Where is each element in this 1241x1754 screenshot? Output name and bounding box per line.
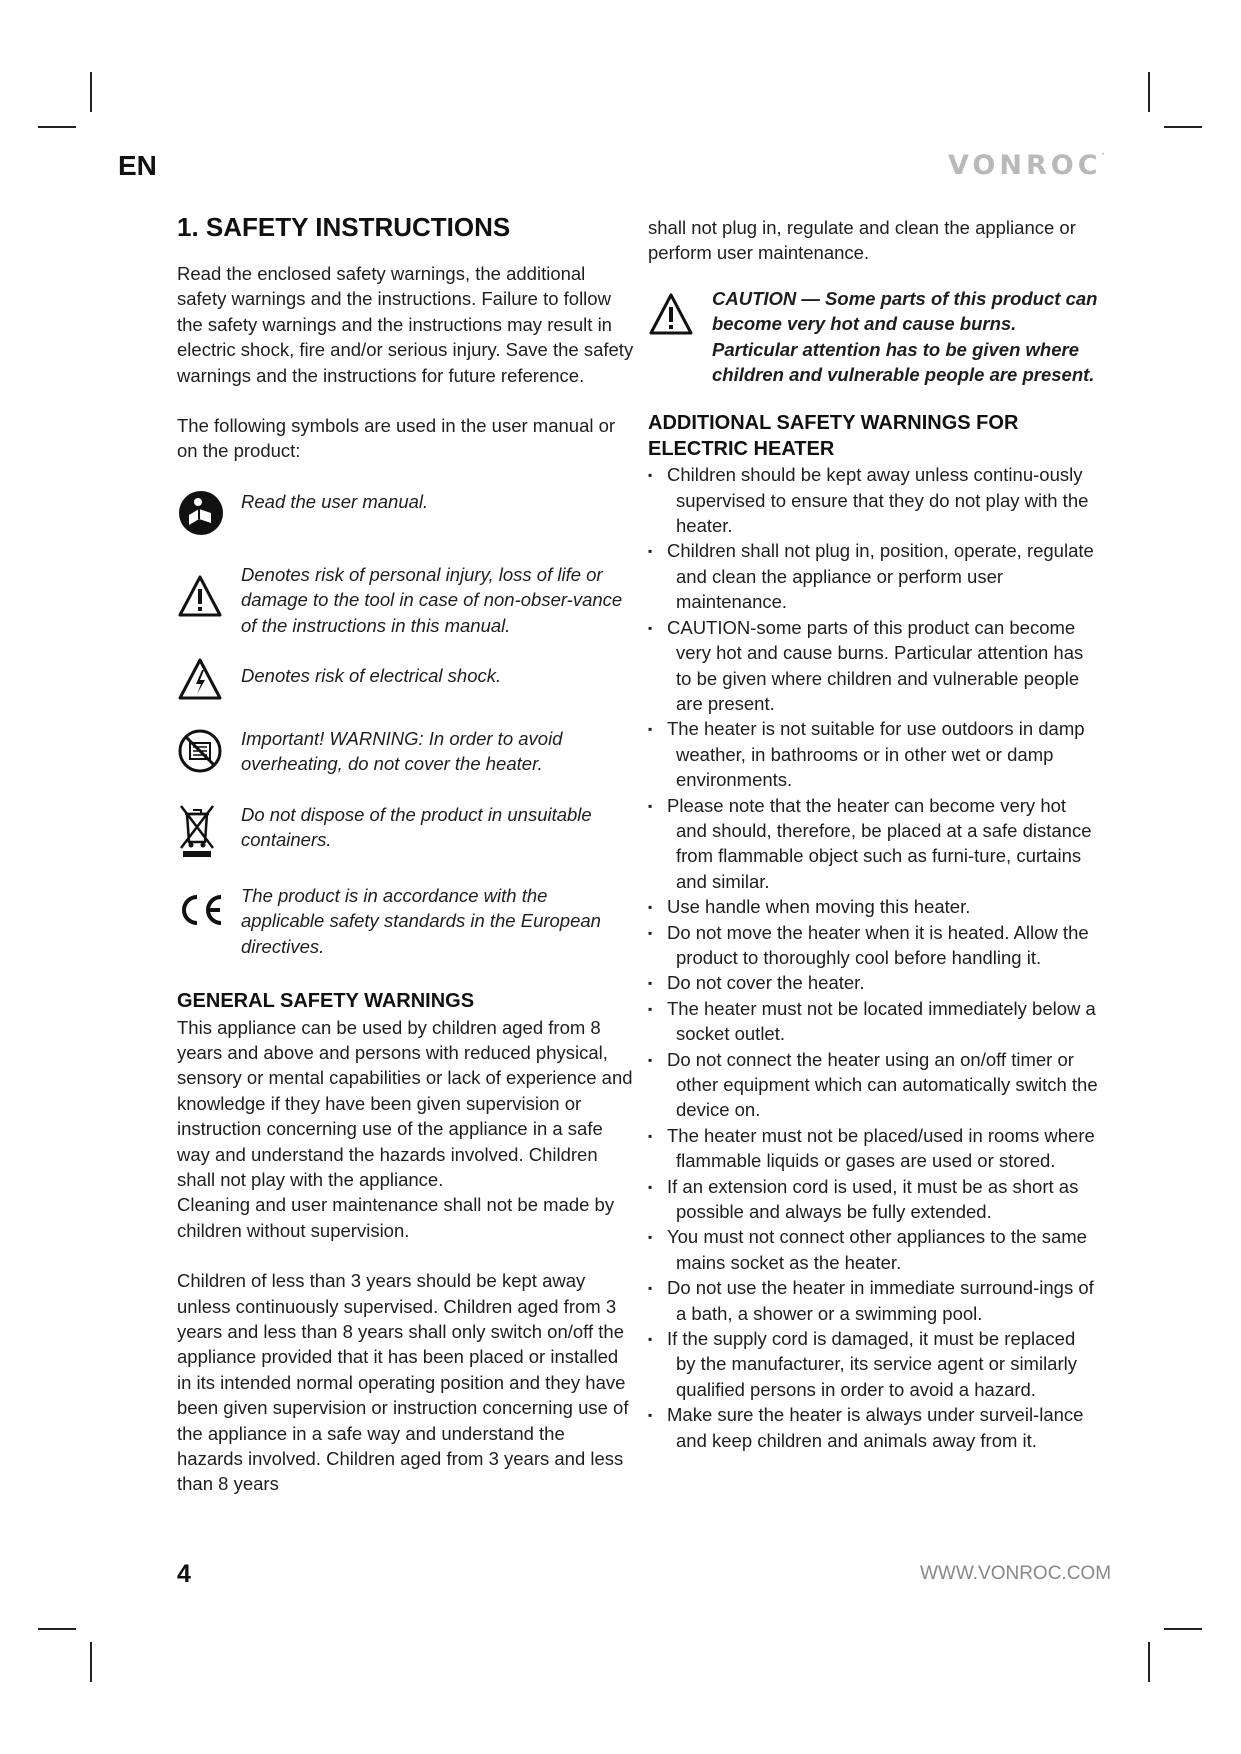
general-warnings-heading: GENERAL SAFETY WARNINGS bbox=[177, 990, 475, 1013]
additional-warnings-list bbox=[648, 462, 1098, 1453]
electric-shock-icon bbox=[177, 657, 223, 701]
crop-mark bbox=[1148, 1642, 1150, 1682]
symbol-text: Do not dispose of the product in unsuitable containers. bbox=[241, 803, 592, 851]
caution-text: CAUTION — Some parts of this product can become very hot and cause burns. Particular attention has to be given where children and vulnerable people are present. bbox=[712, 287, 1098, 386]
list-item: ▪ Please note that the heater can become very hot and should, therefore, be placed at a safe distance from flammable object such as furni-ture, curtains and similar. bbox=[648, 793, 1098, 895]
caution-triangle-icon bbox=[648, 292, 694, 336]
section-title: 1. SAFETY INSTRUCTIONS bbox=[177, 212, 511, 242]
symbol-row bbox=[177, 726, 635, 777]
symbol-row bbox=[177, 802, 635, 858]
list-item: ▪ If the supply cord is damaged, it must be replaced by the manufacturer, its service agent or similarly qualified persons in order to avoid a hazard. bbox=[648, 1326, 1098, 1402]
intro-paragraph: Read the enclosed safety warnings, the additional safety warnings and the instructions. Failure to follow the safety warnings and the instructions may result in electric shock, fire and/or serious injury. Save the safety warnings and the instructions for future reference. bbox=[177, 263, 634, 386]
list-item: ▪ If an extension cord is used, it must be as short as possible and always be fully extended. bbox=[648, 1174, 1098, 1225]
general-paragraph-2: Cleaning and user maintenance shall not be made by children without supervision. bbox=[177, 1194, 615, 1241]
symbol-row bbox=[177, 883, 635, 959]
additional-warnings-heading: ADDITIONAL SAFETY WARNINGS FOR ELECTRIC HEATER bbox=[648, 412, 1019, 460]
warning-triangle-icon bbox=[177, 574, 223, 618]
crop-mark bbox=[38, 126, 76, 128]
general-paragraph-3: Children of less than 3 years should be kept away unless continuously supervised. Children aged from 3 years and less than 8 years shall only switch on/off the appliance provided that it has been placed or installed in its intended normal operating position and they have been given supervision or instruction concerning use of the appliance in a safe way and understand the hazards involved. Children aged from 3 years and less than 8 years bbox=[177, 1270, 629, 1495]
right-column bbox=[648, 215, 1098, 1453]
list-item: ▪ Make sure the heater is always under surveil-lance and keep children and animals away from it. bbox=[648, 1402, 1098, 1453]
symbol-row bbox=[177, 663, 635, 701]
ce-mark-icon bbox=[177, 893, 227, 927]
list-item: ▪ You must not connect other appliances to the same mains socket as the heater. bbox=[648, 1224, 1098, 1275]
symbol-row bbox=[177, 562, 635, 638]
symbol-text: Denotes risk of personal injury, loss of life or damage to the tool in case of non-obser-vance of the instructions in this manual. bbox=[241, 563, 623, 636]
symbol-text: Read the user manual. bbox=[241, 490, 429, 512]
brand-logo bbox=[948, 150, 1105, 181]
list-item: ▪ CAUTION-some parts of this product can become very hot and cause burns. Particular attention has to be given where children and vulnerable people are present. bbox=[648, 615, 1098, 717]
list-item: ▪ Children should be kept away unless continu-ously supervised to ensure that they do not play with the heater. bbox=[648, 462, 1098, 538]
symbols-intro: The following symbols are used in the user manual or on the product: bbox=[177, 415, 616, 462]
symbol-text: Important! WARNING: In order to avoid overheating, do not cover the heater. bbox=[241, 728, 563, 775]
list-item: ▪ Do not cover the heater. bbox=[648, 970, 1098, 995]
page-number: 4 bbox=[177, 1560, 191, 1588]
caution-block bbox=[648, 286, 1098, 388]
crop-mark bbox=[1148, 72, 1150, 112]
symbol-text: Denotes risk of electrical shock. bbox=[241, 665, 502, 687]
crop-mark bbox=[1164, 1628, 1202, 1630]
list-item: ▪ Do not connect the heater using an on/off timer or other equipment which can automatically switch the device on. bbox=[648, 1047, 1098, 1123]
brand-name: VONROC bbox=[948, 150, 1102, 181]
list-item: ▪ The heater must not be located immediately below a socket outlet. bbox=[648, 996, 1098, 1047]
weee-bin-icon bbox=[177, 802, 217, 858]
symbol-row bbox=[177, 489, 635, 537]
read-manual-icon bbox=[177, 489, 225, 537]
crop-mark bbox=[90, 1642, 92, 1682]
list-item: ▪ The heater is not suitable for use outdoors in damp weather, in bathrooms or in other wet or damp environments. bbox=[648, 716, 1098, 792]
language-code: EN bbox=[118, 150, 157, 181]
crop-mark bbox=[90, 72, 92, 112]
do-not-cover-icon bbox=[177, 728, 223, 774]
general-paragraph-1: This appliance can be used by children aged from 8 years and above and persons with reduced physical, sensory or mental capabilities or lack of experience and knowledge if they have been given supervision or instruction concerning use of the appliance in a safe way and understand the hazards involved. Children shall not play with the appliance. bbox=[177, 1016, 633, 1190]
footer-url[interactable]: WWW.VONROC.COM bbox=[920, 1563, 1112, 1584]
left-column bbox=[177, 210, 635, 1497]
symbol-text: The product is in accordance with the applicable safety standards in the European directives. bbox=[241, 884, 601, 957]
list-item: ▪ The heater must not be placed/used in rooms where flammable liquids or gases are used or stored. bbox=[648, 1123, 1098, 1174]
list-item: ▪ Do not use the heater in immediate surround-ings of a bath, a shower or a swimming pool. bbox=[648, 1275, 1098, 1326]
list-item: ▪ Children shall not plug in, position, operate, regulate and clean the appliance or perform user maintenance. bbox=[648, 538, 1098, 614]
list-item: ▪ Use handle when moving this heater. bbox=[648, 894, 1098, 919]
crop-mark bbox=[38, 1628, 76, 1630]
crop-mark bbox=[1164, 126, 1202, 128]
list-item: ▪ Do not move the heater when it is heated. Allow the product to thoroughly cool before handling it. bbox=[648, 920, 1098, 971]
brand-mark: · bbox=[1101, 150, 1105, 160]
continued-paragraph: shall not plug in, regulate and clean the appliance or perform user maintenance. bbox=[648, 217, 1076, 264]
